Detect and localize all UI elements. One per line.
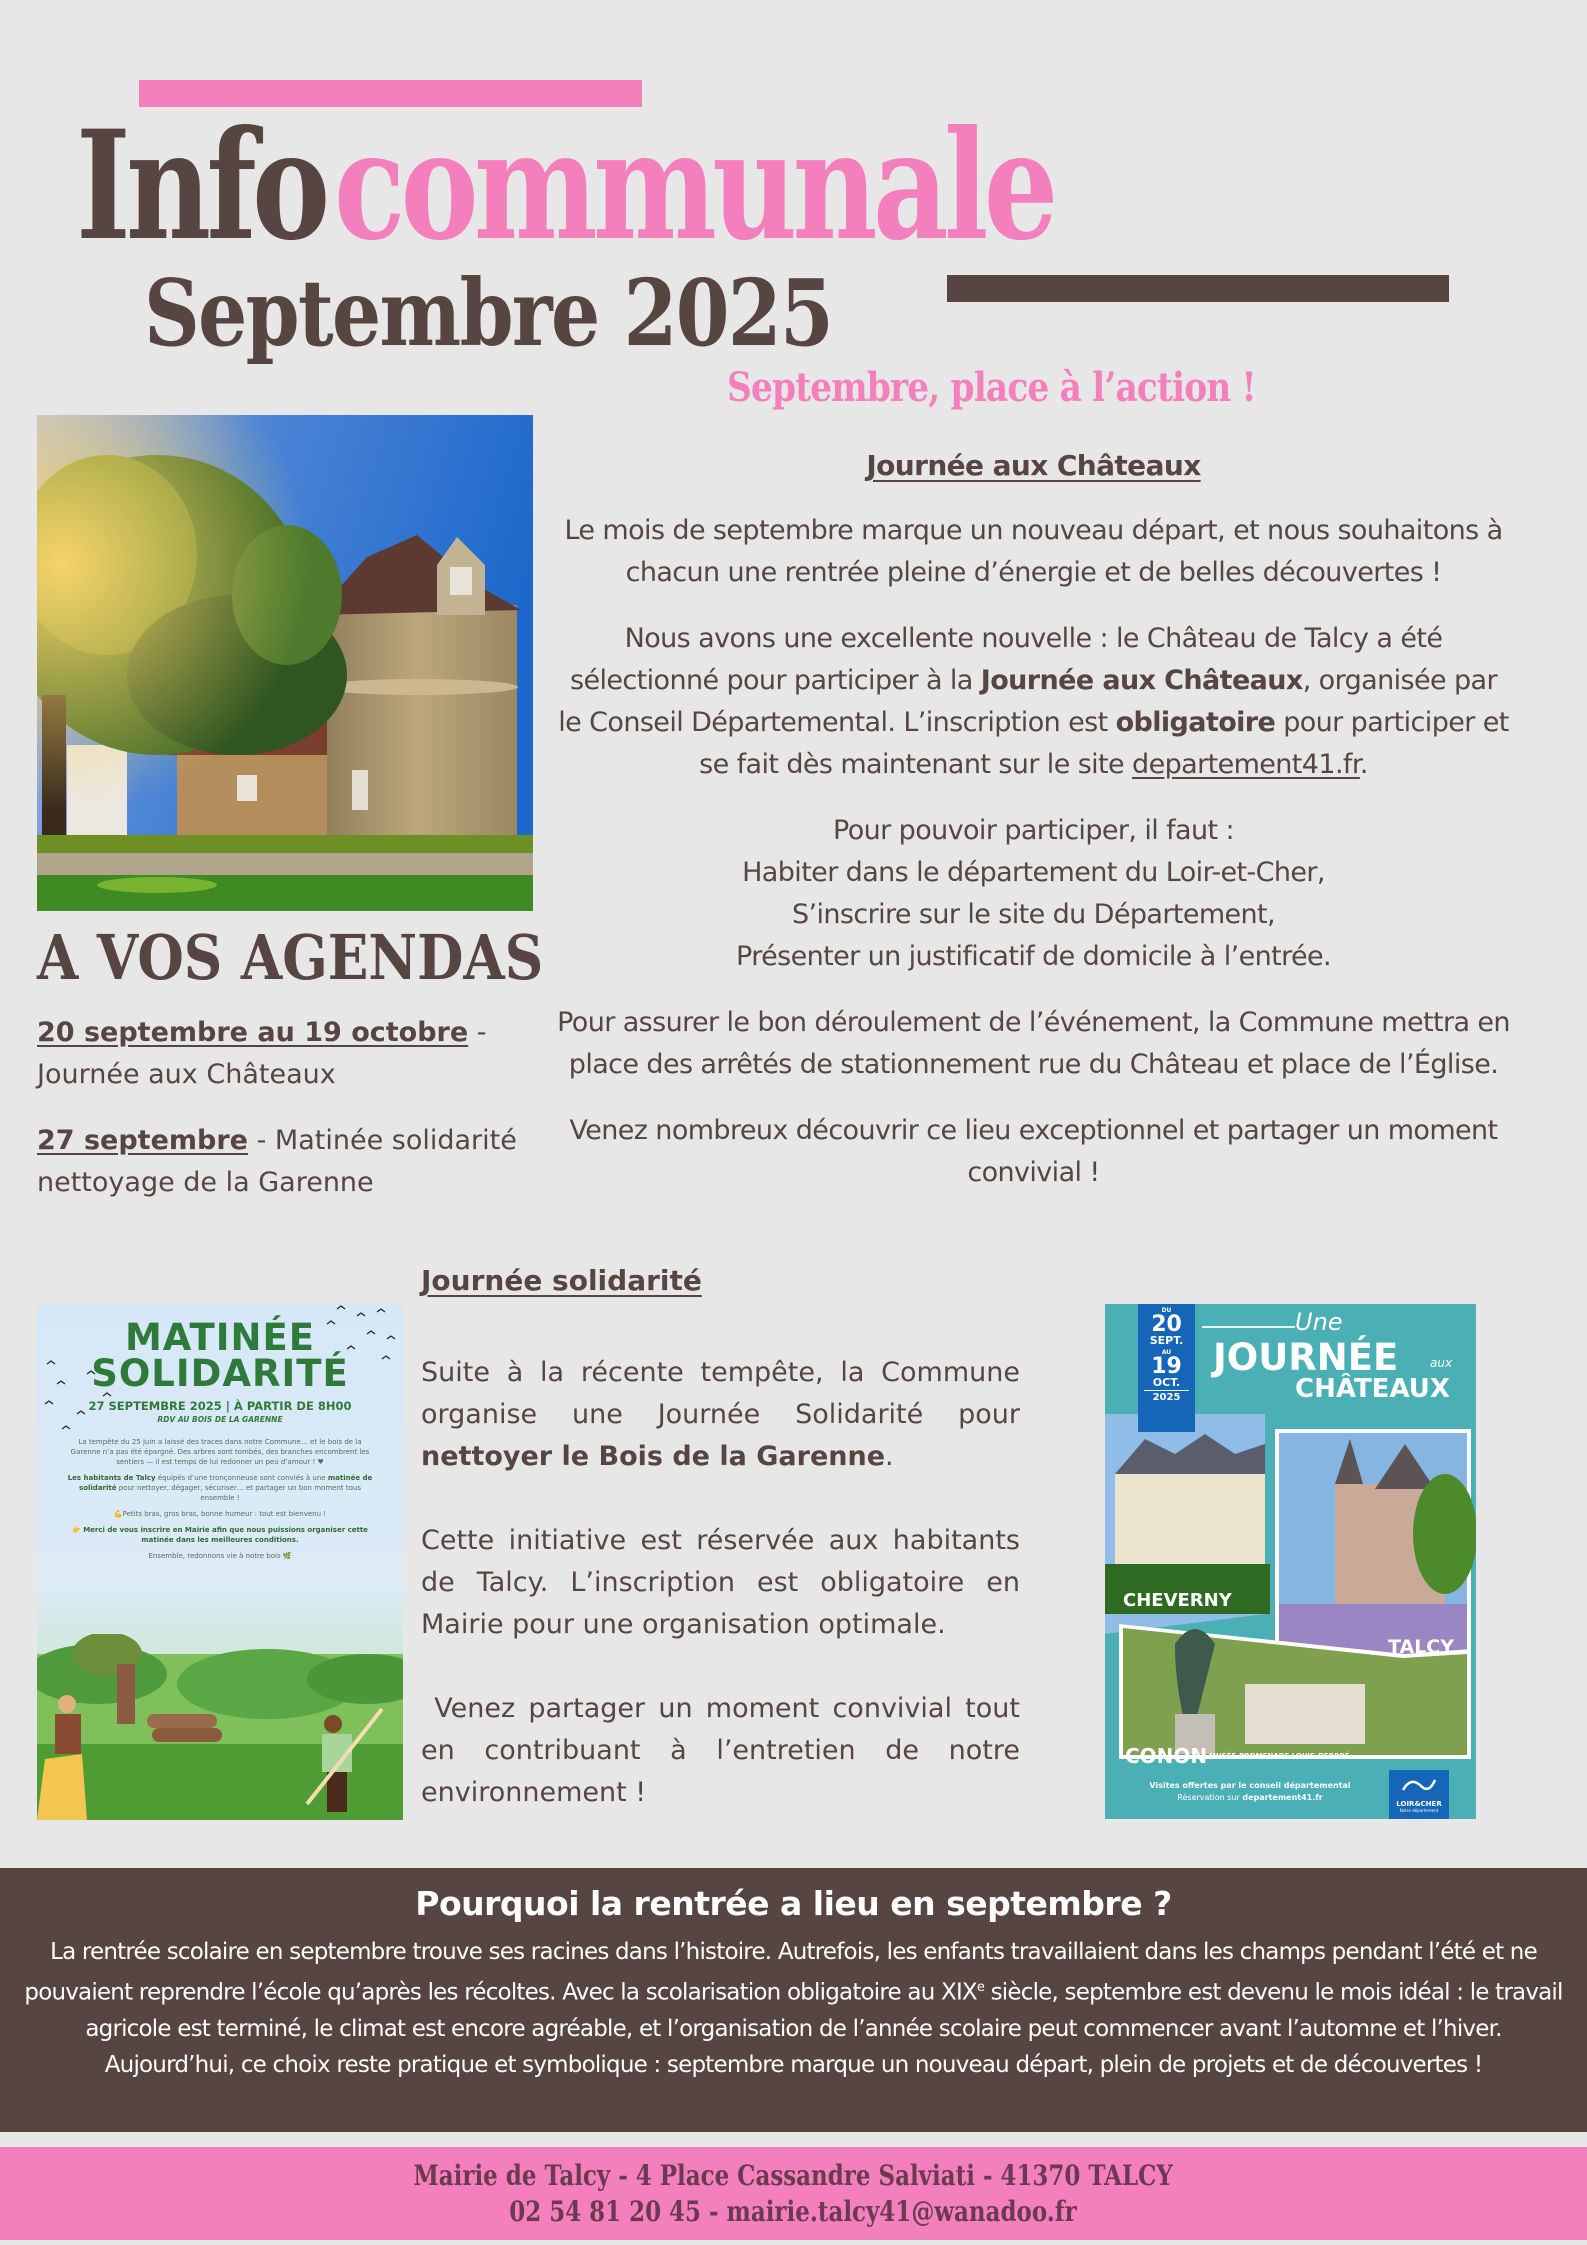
chateaux-heading: Journée aux Châteaux	[866, 449, 1201, 482]
requirement-item: Habiter dans le département du Loir-et-Cher,	[742, 857, 1325, 888]
rentree-superscript: e	[976, 1980, 985, 1995]
rentree-text-part: La rentrée scolaire en septembre trouve ses racines dans l’histoire. Autrefois, les enfants travaillaient dans les champs pendant l’été et ne pouvaient reprendre l’école qu’après les récoltes. Avec la scolarisation obligatoire au XIX	[24, 1939, 1537, 2006]
agenda-date: 27 septembre	[37, 1125, 248, 1156]
poster-paragraph: 💪Petits bras, gros bras, bonne humeur : tout est bienvenu !	[113, 1510, 327, 1518]
matinee-solidarite-poster	[37, 1304, 403, 1820]
date-badge-text: AU	[1161, 1349, 1172, 1356]
date-badge-text: 2025	[1144, 1390, 1189, 1404]
talcy-dovecote-photo	[37, 415, 533, 911]
rentree-info-band	[0, 1868, 1587, 2132]
poster-footer-text	[1105, 1793, 1395, 1802]
poster-footer-link: departement41.fr	[1242, 1793, 1323, 1802]
poster-aux: aux	[1430, 1356, 1453, 1370]
chateaux-news	[556, 618, 1511, 786]
solidarite-heading: Journée solidarité	[421, 1264, 702, 1297]
agenda-item	[37, 1012, 537, 1096]
date-badge	[1138, 1304, 1195, 1432]
brown-decorative-bar	[947, 275, 1449, 302]
requirements-intro: Pour pouvoir participer, il faut :	[833, 815, 1234, 846]
logo-subtext: Notre département	[1399, 1808, 1439, 1813]
masthead-title-communale: communale	[333, 98, 1054, 274]
tagline: Septembre, place à l’action !	[727, 364, 1256, 411]
poster-footer-text: Visites offertes par le conseil départemental	[1149, 1781, 1351, 1790]
chateaux-article	[556, 444, 1511, 1218]
chateaux-news-text: .	[1359, 749, 1368, 780]
solidarite-paragraph: Venez partager un moment convivial tout en contribuant à l’entretien de notre environnement !	[421, 1693, 1029, 1808]
chateaux-news-text: , organisée par le Conseil Départemental. L’inscription est	[558, 665, 1497, 738]
poster-bold: Les habitants de Talcy	[67, 1474, 156, 1482]
chateaux-news-text: pour participer et se fait dès maintenant sur le site	[699, 707, 1509, 780]
departement41-link[interactable]: departement41.fr	[1132, 749, 1360, 780]
agenda-heading: A VOS AGENDAS	[37, 921, 544, 994]
poster-paragraph: 👉 Merci de vous inscrire en Mairie afin que nous puissions organiser cette matinée dans les meilleures conditions.	[72, 1526, 368, 1544]
agenda-item	[37, 1120, 537, 1204]
solidarite-bold: nettoyer le Bois de la Garenne	[421, 1441, 886, 1472]
chateaux-news-bold: Journée aux Châteaux	[980, 665, 1303, 696]
poster-paragraph: Ensemble, redonnons vie à notre bois 🌿	[148, 1552, 292, 1560]
date-badge-text: 19	[1151, 1354, 1182, 1379]
poster-text: pour nettoyer, dégager, sécuriser… et partager un bon moment tous ensemble !	[116, 1484, 361, 1502]
requirement-item: S’inscrire sur le site du Département,	[791, 899, 1276, 930]
caption-talcy: TALCY	[1388, 1636, 1454, 1658]
poster-paragraph	[65, 1473, 375, 1503]
agenda-separator: -	[248, 1125, 275, 1156]
caption-conon-sub: MUSÉE-PROMENADE LOUIS-DERBRÉ	[1209, 1752, 1350, 1760]
logo-text: LOIR&CHER	[1396, 1800, 1442, 1808]
solidarite-article	[421, 1260, 1029, 1856]
date-badge-text: 20	[1151, 1312, 1182, 1337]
footer-address: Mairie de Talcy - 4 Place Cassandre Salviati - 41370 TALCY	[413, 2159, 1174, 2192]
agenda-label: Matinée solidarité nettoyage de la Garenne	[37, 1125, 517, 1198]
chateaux-news-text: Nous avons une excellente nouvelle : le Château de Talcy a été sélectionné pour participer à la	[570, 623, 1443, 696]
chateaux-intro: Le mois de septembre marque un nouveau départ, et nous souhaitons à chacun une rentrée pleine d’énergie et de belles découvertes !	[564, 515, 1503, 588]
agenda-label: Journée aux Châteaux	[37, 1059, 336, 1090]
date-badge-text: SEPT.	[1149, 1334, 1184, 1347]
chateaux-closing: Venez nombreux découvrir ce lieu exceptionnel et partager un moment convivial !	[569, 1115, 1498, 1188]
poster-bold: matinée de solidarité	[79, 1474, 373, 1492]
rentree-text-part: siècle, septembre est devenu le mois idéal : le travail agricole est terminé, le climat est encore agréable, et l’organisation de l’année scolaire peut commencer avant l’automne et l’hiver. Aujourd’hui, ce choix reste pratique et symbolique : septembre marque un nouveau départ, plein de projets et de découvertes !	[85, 1979, 1563, 2078]
poster-title-line: MATINÉE	[124, 1316, 316, 1359]
journee-aux-chateaux-poster	[1105, 1304, 1476, 1819]
volunteers-illustration	[37, 1634, 403, 1820]
footer-contact[interactable]: 02 54 81 20 45 - mairie.talcy41@wanadoo.fr	[509, 2195, 1078, 2228]
chateaux-parking: Pour assurer le bon déroulement de l’événement, la Commune mettra en place des arrêtés de stationnement rue du Château et place de l’Église.	[557, 1007, 1510, 1080]
poster-chateaux: CHÂTEAUX	[1295, 1374, 1450, 1404]
poster-rdv: RDV AU BOIS DE LA GARENNE	[157, 1415, 283, 1424]
issue-date: Septembre 2025	[144, 259, 833, 367]
contact-footer	[0, 2147, 1587, 2240]
caption-cheverny: CHEVERNY	[1123, 1590, 1232, 1611]
poster-title	[37, 1316, 403, 1395]
poster-paragraph: La tempête du 25 juin a laissé des traces dans notre Commune… et le bois de la Garenne n’a pas été épargné. Des arbres sont tombés, des branches encombrent les sentiers — il est temps de lui redonner un peu d’amour ! ♥	[70, 1438, 370, 1466]
rentree-heading: Pourquoi la rentrée a lieu en septembre ?	[415, 1884, 1172, 1923]
poster-title-line: SOLIDARITÉ	[91, 1352, 349, 1395]
poster-body	[65, 1437, 375, 1567]
loir-et-cher-logo	[1389, 1770, 1449, 1819]
date-badge-text: OCT.	[1152, 1376, 1181, 1389]
decorative-line	[1202, 1326, 1295, 1328]
agenda-separator: -	[468, 1017, 487, 1048]
requirements-list	[556, 810, 1511, 978]
poster-footer-part: Réservation sur	[1177, 1793, 1243, 1802]
poster-une: Une	[1295, 1308, 1343, 1336]
poster-text: équipés d’une tronçonneuse sont conviés à une	[155, 1474, 328, 1482]
solidarite-text: Suite à la récente tempête, la Commune organise une Journée Solidarité pour	[421, 1357, 1020, 1430]
poster-date: 27 SEPTEMBRE 2025 | À PARTIR DE 8H00	[88, 1399, 352, 1413]
poster-journee: JOURNÉE	[1213, 1336, 1399, 1379]
chateaux-news-bold: obligatoire	[1115, 707, 1276, 738]
solidarite-text: .	[885, 1441, 894, 1472]
masthead-title	[76, 96, 1256, 276]
solidarite-paragraph	[421, 1352, 1020, 1478]
rentree-text	[21, 1934, 1566, 2083]
requirement-item: Présenter un justificatif de domicile à l’entrée.	[735, 941, 1331, 972]
date-badge-text: DU	[1161, 1307, 1172, 1314]
agenda-list	[37, 1012, 537, 1228]
agenda-date: 20 septembre au 19 octobre	[37, 1017, 469, 1048]
solidarite-paragraph: Cette initiative est réservée aux habitants de Talcy. L’inscription est obligatoire en Mairie pour une organisation optimale.	[421, 1525, 1020, 1640]
caption-conon: CONON	[1125, 1744, 1208, 1768]
salamander-icon	[1401, 1776, 1437, 1798]
masthead-title-info: Info	[76, 98, 326, 274]
